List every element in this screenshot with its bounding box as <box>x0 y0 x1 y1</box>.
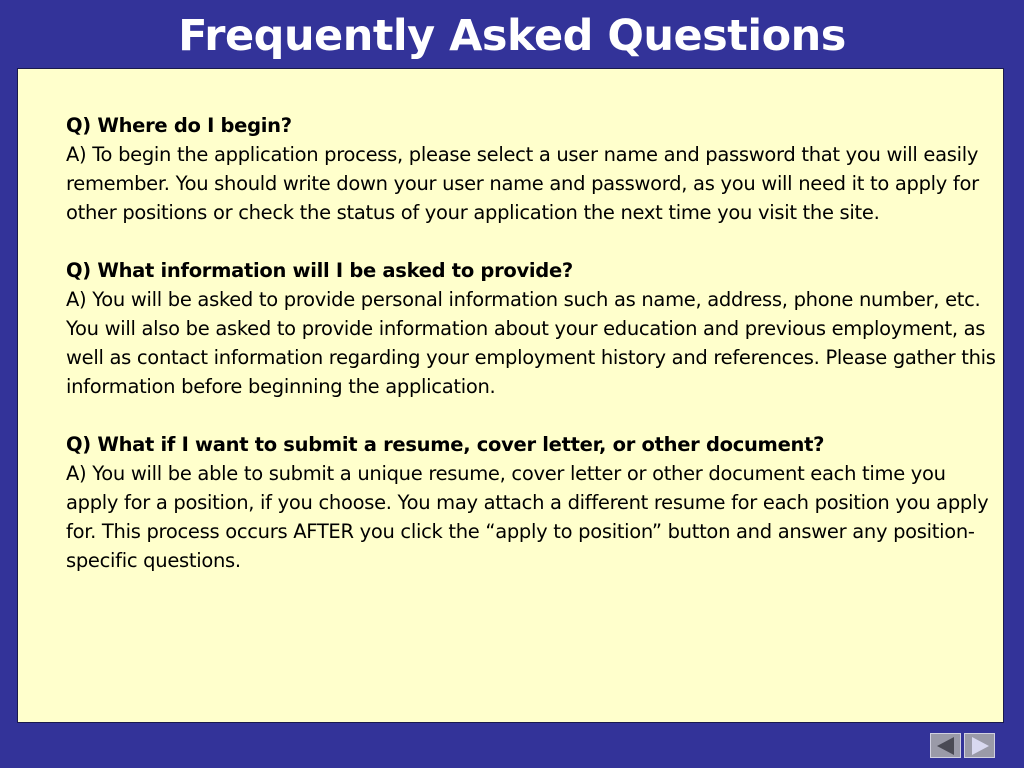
faq-answer: A) You will be asked to provide personal information such as name, address, phone number, etc. You will also be asked to provide information about your education and previous employment, as well as contact information regarding your employment history and references. Please gather this information before beginning the application. <box>66 288 996 398</box>
faq-question: Q) What if I want to submit a resume, cover letter, or other document? <box>66 433 825 456</box>
faq-panel <box>17 68 1004 723</box>
triangle-left-icon <box>934 736 958 756</box>
faq-item <box>66 256 998 401</box>
faq-answer: A) You will be able to submit a unique resume, cover letter or other document each time you apply for a position, if you choose. You may attach a different resume for each position you apply for. This process occurs AFTER you click the “apply to position” button and answer any position-specific questions. <box>66 462 989 572</box>
faq-list <box>66 111 998 604</box>
faq-item <box>66 430 998 575</box>
next-slide-button[interactable] <box>964 733 995 758</box>
slide-title: Frequently Asked Questions <box>178 11 846 61</box>
faq-answer: A) To begin the application process, please select a user name and password that you will easily remember. You should write down your user name and password, as you will need it to apply for other positions or check the status of your application the next time you visit the site. <box>66 143 979 224</box>
faq-item <box>66 111 998 227</box>
slide-navigation <box>930 733 995 760</box>
faq-question: Q) What information will I be asked to provide? <box>66 259 573 282</box>
triangle-right-icon <box>968 736 992 756</box>
previous-slide-button[interactable] <box>930 733 961 758</box>
faq-question: Q) Where do I begin? <box>66 114 292 137</box>
